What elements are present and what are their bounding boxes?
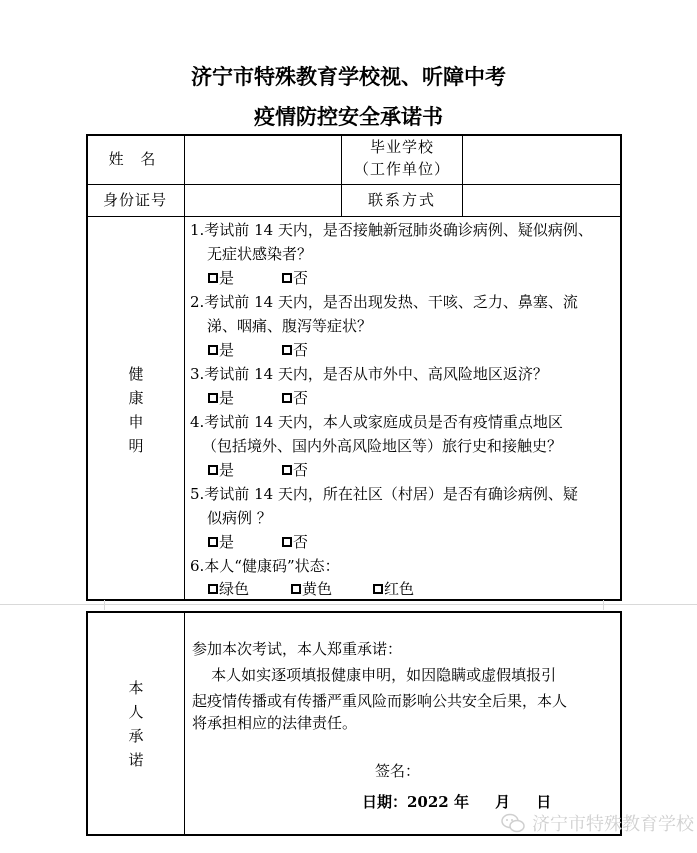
label-char: 诺: [128, 751, 144, 769]
q3-option-yes[interactable]: [208, 386, 234, 410]
page-margin-mark: [603, 600, 604, 610]
checkbox-icon[interactable]: [208, 537, 218, 547]
checkbox-icon[interactable]: [282, 345, 292, 355]
document-title-line2: 疫情防控安全承诺书: [254, 104, 443, 129]
option-label: 否: [293, 533, 309, 551]
checkbox-icon[interactable]: [291, 584, 301, 594]
school-label-line2: （工作单位）: [353, 160, 450, 178]
commitment-body-line1: 本人如实逐项填报健康申明，如因隐瞒或虚假填报引: [192, 666, 557, 684]
option-label: 是: [219, 461, 235, 479]
q2-option-yes[interactable]: [208, 338, 234, 362]
health-declaration-label: [126, 362, 146, 458]
checkbox-icon[interactable]: [282, 393, 292, 403]
name-field[interactable]: [185, 136, 341, 184]
checkbox-icon[interactable]: [282, 465, 292, 475]
option-label: 否: [293, 389, 309, 407]
table-border-right: [620, 134, 622, 601]
q5-option-no[interactable]: [282, 530, 308, 554]
table-border-left: [86, 611, 88, 836]
signature-label: 签名：: [375, 762, 421, 780]
label-char: 本: [128, 679, 144, 697]
question-2-line1: 2.考试前 14 天内，是否出现发热、干咳、乏力、鼻塞、流: [190, 293, 578, 311]
label-char: 明: [128, 437, 144, 455]
option-label: 否: [293, 269, 309, 287]
commitment-intro: 参加本次考试，本人郑重承诺：: [192, 640, 403, 658]
contact-label: 联系方式: [367, 191, 436, 209]
document-title-line1: 济宁市特殊教育学校视、听障中考: [191, 64, 506, 89]
checkbox-icon[interactable]: [208, 345, 218, 355]
table-border-right: [620, 611, 622, 836]
date-label: 日期：2022 年 月 日: [362, 793, 552, 811]
label-char: 人: [128, 703, 144, 721]
question-6-line1: 6.本人“健康码”状态：: [190, 557, 340, 575]
watermark-text: 济宁市特殊教育学校: [532, 814, 694, 835]
q6-option-red[interactable]: [373, 577, 414, 601]
school-label-line1: 毕业学校: [369, 138, 434, 156]
q6-option-yellow[interactable]: [291, 577, 332, 601]
id-number-field[interactable]: [185, 185, 341, 216]
label-char: 健: [128, 365, 144, 383]
question-3-line1: 3.考试前 14 天内，是否从市外中、高风险地区返济？: [190, 365, 548, 383]
question-4-line2: （包括境外、国内外高风险地区等）旅行史和接触史？: [202, 437, 563, 455]
page-margin-mark: [104, 600, 105, 610]
row-divider: [86, 216, 622, 217]
q1-option-yes[interactable]: [208, 266, 234, 290]
contact-field[interactable]: [463, 185, 620, 216]
label-char: 承: [128, 727, 144, 745]
commitment-body-line3: 将承担相应的法律责任。: [192, 714, 358, 732]
option-label: 否: [293, 461, 309, 479]
commitment-label: [126, 676, 146, 772]
q1-option-no[interactable]: [282, 266, 308, 290]
table-border-top: [86, 611, 622, 613]
option-label: 是: [219, 341, 235, 359]
question-5-line1: 5.考试前 14 天内，所在社区（村居）是否有确诊病例、疑: [190, 485, 578, 503]
question-4-line1: 4.考试前 14 天内，本人或家庭成员是否有疫情重点地区: [190, 413, 563, 431]
checkbox-icon[interactable]: [373, 584, 383, 594]
checkbox-icon[interactable]: [208, 393, 218, 403]
question-2-line2: 涕、咽痛、腹泻等症状？: [207, 317, 373, 335]
q4-option-no[interactable]: [282, 458, 308, 482]
question-5-line2: 似病例 ？: [207, 509, 272, 527]
checkbox-icon[interactable]: [208, 465, 218, 475]
option-label: 是: [219, 269, 235, 287]
q2-option-no[interactable]: [282, 338, 308, 362]
option-label: 否: [293, 341, 309, 359]
option-label: 是: [219, 389, 235, 407]
wechat-icon: [500, 812, 526, 834]
question-1-line2: 无症状感染者？: [207, 245, 313, 263]
table-border-bottom: [86, 599, 622, 601]
checkbox-icon[interactable]: [282, 273, 292, 283]
q6-option-green[interactable]: [208, 577, 249, 601]
col-divider: [184, 611, 185, 836]
label-char: 康: [128, 389, 144, 407]
q4-option-yes[interactable]: [208, 458, 234, 482]
question-1-line1: 1.考试前 14 天内，是否接触新冠肺炎确诊病例、疑似病例、: [190, 221, 593, 239]
option-label: 黄色: [302, 580, 333, 598]
checkbox-icon[interactable]: [208, 273, 218, 283]
watermark: [500, 810, 694, 836]
name-label: 姓 名: [108, 150, 162, 168]
signature-field[interactable]: [420, 758, 600, 784]
q3-option-no[interactable]: [282, 386, 308, 410]
id-number-label: 身份证号: [102, 191, 167, 209]
school-field[interactable]: [463, 136, 620, 184]
label-char: 申: [128, 413, 144, 431]
checkbox-icon[interactable]: [208, 584, 218, 594]
option-label: 绿色: [219, 580, 250, 598]
commitment-body-line2: 起疫情传播或有传播严重风险而影响公共安全后果，本人: [192, 692, 568, 710]
q5-option-yes[interactable]: [208, 530, 234, 554]
option-label: 是: [219, 533, 235, 551]
option-label: 红色: [384, 580, 415, 598]
checkbox-icon[interactable]: [282, 537, 292, 547]
